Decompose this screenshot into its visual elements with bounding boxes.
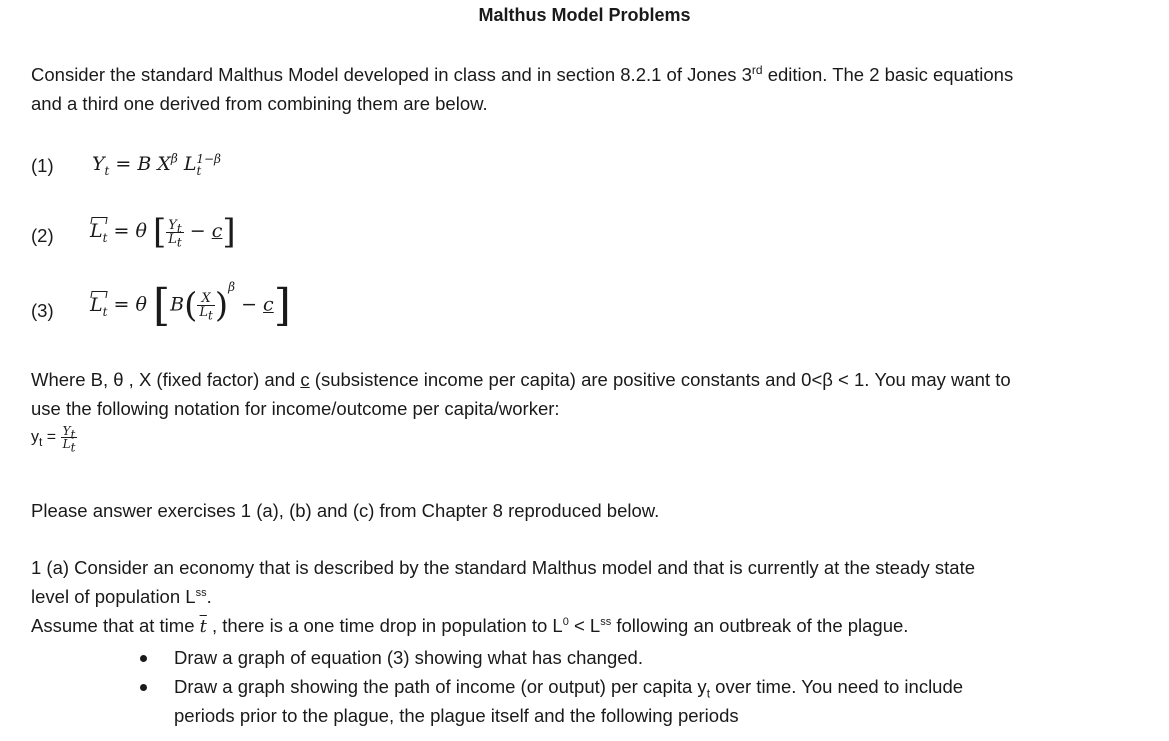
equation-2-number: (2) <box>31 225 54 246</box>
exercise-line-3: Assume that at time $\overline{t}$ , there is a one time drop in population to $L^0 < L^{ss}$ following an outbreak of the plague. <box>31 615 909 637</box>
bullet-item: Draw a graph showing the path of income (or output) per capita $y_t$ over time. You need to include periods prior to the plague, the plague itself and the following periods <box>140 672 1090 730</box>
exercise-line-2: level of population $L^{ss}$. <box>31 586 212 607</box>
bullet-item: Draw a graph of equation (3) showing what has changed. <box>140 643 1090 672</box>
intro-line-1: Consider the standard Malthus Model developed in class and in section 8.2.1 of Jones 3rd edition. The 2 basic equations <box>31 62 1014 85</box>
equation-3: $L_t = \theta$ [B( $\frac{X}{L_t}$ )$^\beta$ − c] <box>90 280 291 331</box>
where-line-1: Where B, θ , X (fixed factor) and c (subsistence income per capita) are positive constants and 0<β < 1. You may want to <box>31 369 1011 390</box>
exercise-1a <box>31 553 1131 641</box>
where-line-2: use the following notation for income/outcome per capita/worker: <box>31 398 560 419</box>
equation-1: $Y_t = B$ $X^\beta$ $L_t^{1-\beta}$ <box>92 151 221 178</box>
y-over-l-fraction: $\frac{Y_t}{L_t}$ <box>62 424 76 455</box>
t-bar: $\overline{t}$ <box>199 616 207 637</box>
equation-3-number: (3) <box>31 300 54 321</box>
subsistence-c: c <box>300 369 310 390</box>
where-paragraph <box>31 365 1131 423</box>
per-capita-definition: $y_t$ = $\frac{Y_t}{L_t}$ <box>31 424 76 455</box>
equation-2: $L_t = \theta$ [ $\frac{Y_t}{L_t}$ − c] <box>90 212 236 252</box>
exercise-line-1: 1 (a) Consider an economy that is described by the standard Malthus model and that is currently at the steady state <box>31 557 976 578</box>
bullet-icon <box>140 684 147 691</box>
page-title: Malthus Model Problems <box>478 5 691 25</box>
bullet-icon <box>140 655 147 662</box>
ordinal-suffix: rd <box>751 62 763 77</box>
intro-line-2: and a third one derived from combining them are below. <box>31 93 488 114</box>
equation-1-number: (1) <box>31 155 54 176</box>
intro-paragraph <box>31 60 1131 118</box>
please-instruction: Please answer exercises 1 (a), (b) and (c) from Chapter 8 reproduced below. <box>31 500 660 521</box>
